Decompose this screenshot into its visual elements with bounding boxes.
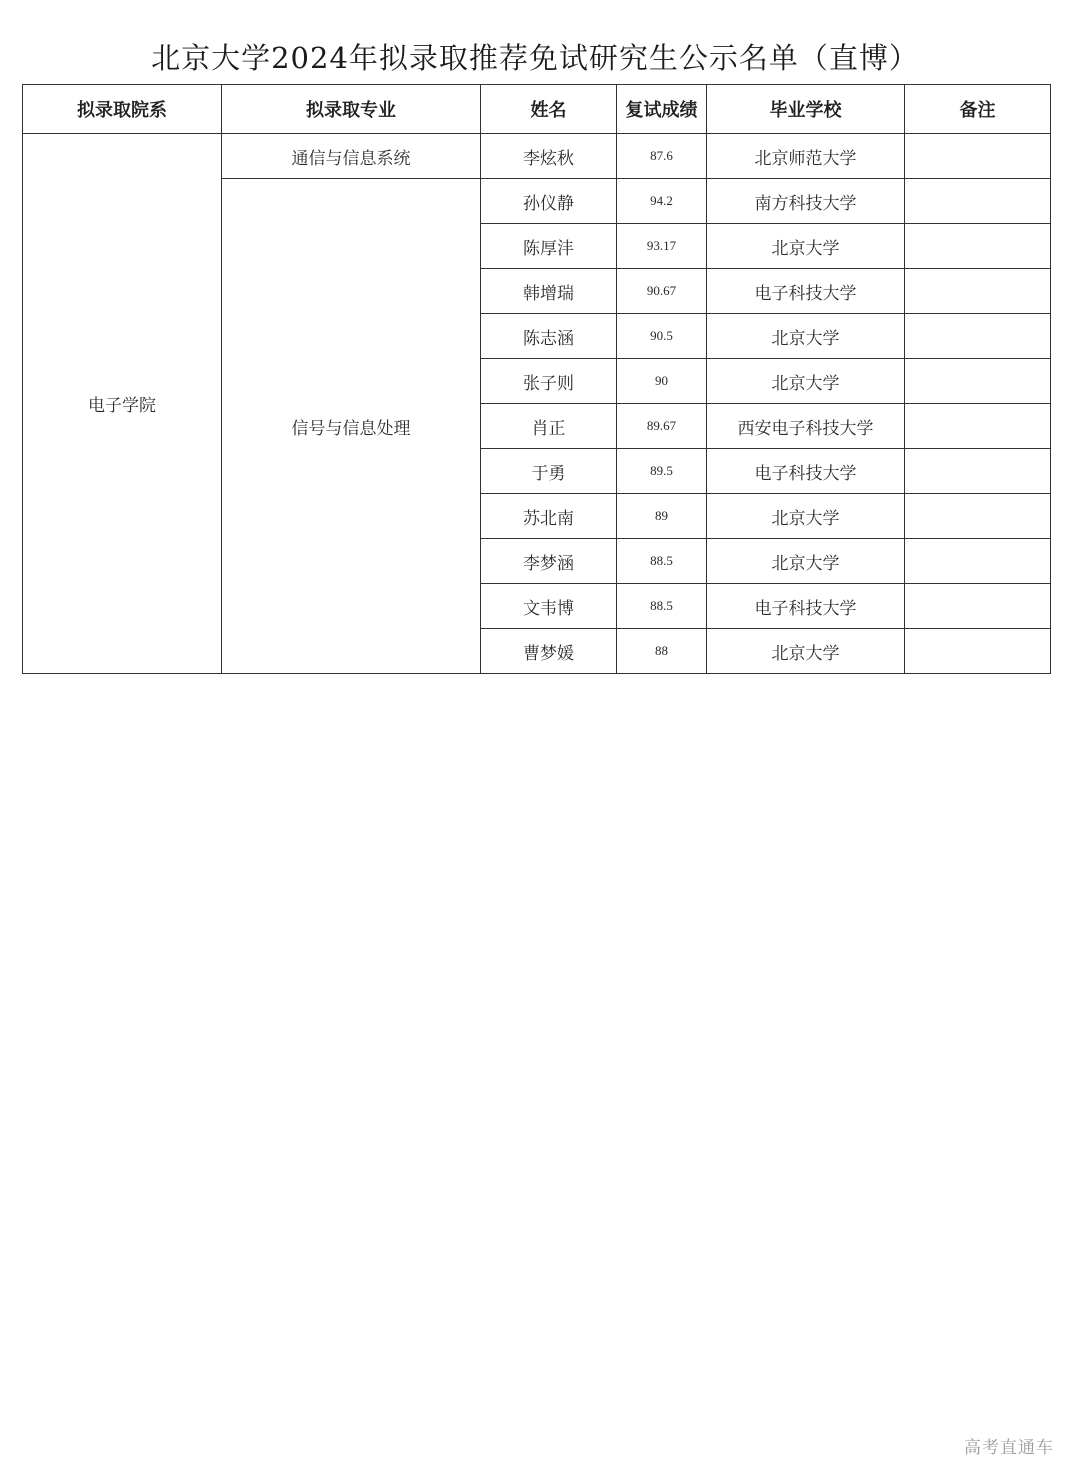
name-cell: 于勇	[481, 449, 617, 494]
header-school: 毕业学校	[707, 85, 905, 134]
major-cell: 信号与信息处理	[222, 179, 481, 674]
header-note: 备注	[905, 85, 1051, 134]
school-cell: 北京大学	[707, 539, 905, 584]
note-cell	[905, 224, 1051, 269]
score-cell: 88.5	[617, 584, 707, 629]
score-cell: 87.6	[617, 134, 707, 179]
department-cell: 电子学院	[23, 134, 222, 674]
header-department: 拟录取院系	[23, 85, 222, 134]
admission-table	[22, 84, 1051, 674]
name-cell: 陈厚沣	[481, 224, 617, 269]
score-cell: 89.5	[617, 449, 707, 494]
name-cell: 韩增瑞	[481, 269, 617, 314]
header-major: 拟录取专业	[222, 85, 481, 134]
note-cell	[905, 584, 1051, 629]
major-cell: 通信与信息系统	[222, 134, 481, 179]
score-cell: 94.2	[617, 179, 707, 224]
school-cell: 北京大学	[707, 224, 905, 269]
score-cell: 89.67	[617, 404, 707, 449]
score-cell: 90	[617, 359, 707, 404]
school-cell: 北京大学	[707, 359, 905, 404]
note-cell	[905, 179, 1051, 224]
score-cell: 88.5	[617, 539, 707, 584]
score-cell: 88	[617, 629, 707, 674]
school-cell: 南方科技大学	[707, 179, 905, 224]
header-score: 复试成绩	[617, 85, 707, 134]
school-cell: 北京大学	[707, 314, 905, 359]
school-cell: 电子科技大学	[707, 269, 905, 314]
table-header-row	[23, 85, 1051, 134]
school-cell: 电子科技大学	[707, 584, 905, 629]
school-cell: 北京师范大学	[707, 134, 905, 179]
note-cell	[905, 404, 1051, 449]
score-cell: 90.5	[617, 314, 707, 359]
score-cell: 90.67	[617, 269, 707, 314]
note-cell	[905, 269, 1051, 314]
score-cell: 93.17	[617, 224, 707, 269]
header-name: 姓名	[481, 85, 617, 134]
name-cell: 肖正	[481, 404, 617, 449]
score-cell: 89	[617, 494, 707, 539]
note-cell	[905, 314, 1051, 359]
note-cell	[905, 494, 1051, 539]
note-cell	[905, 629, 1051, 674]
school-cell: 电子科技大学	[707, 449, 905, 494]
note-cell	[905, 134, 1051, 179]
note-cell	[905, 359, 1051, 404]
table-row	[23, 134, 1051, 179]
note-cell	[905, 449, 1051, 494]
watermark-text: 高考直通车	[964, 1438, 1054, 1458]
name-cell: 文韦博	[481, 584, 617, 629]
name-cell: 李梦涵	[481, 539, 617, 584]
school-cell: 北京大学	[707, 494, 905, 539]
name-cell: 陈志涵	[481, 314, 617, 359]
name-cell: 孙仪静	[481, 179, 617, 224]
name-cell: 苏北南	[481, 494, 617, 539]
school-cell: 西安电子科技大学	[707, 404, 905, 449]
note-cell	[905, 539, 1051, 584]
name-cell: 李炫秋	[481, 134, 617, 179]
name-cell: 张子则	[481, 359, 617, 404]
document-title: 北京大学2024年拟录取推荐免试研究生公示名单（直博）	[151, 41, 919, 75]
school-cell: 北京大学	[707, 629, 905, 674]
name-cell: 曹梦媛	[481, 629, 617, 674]
